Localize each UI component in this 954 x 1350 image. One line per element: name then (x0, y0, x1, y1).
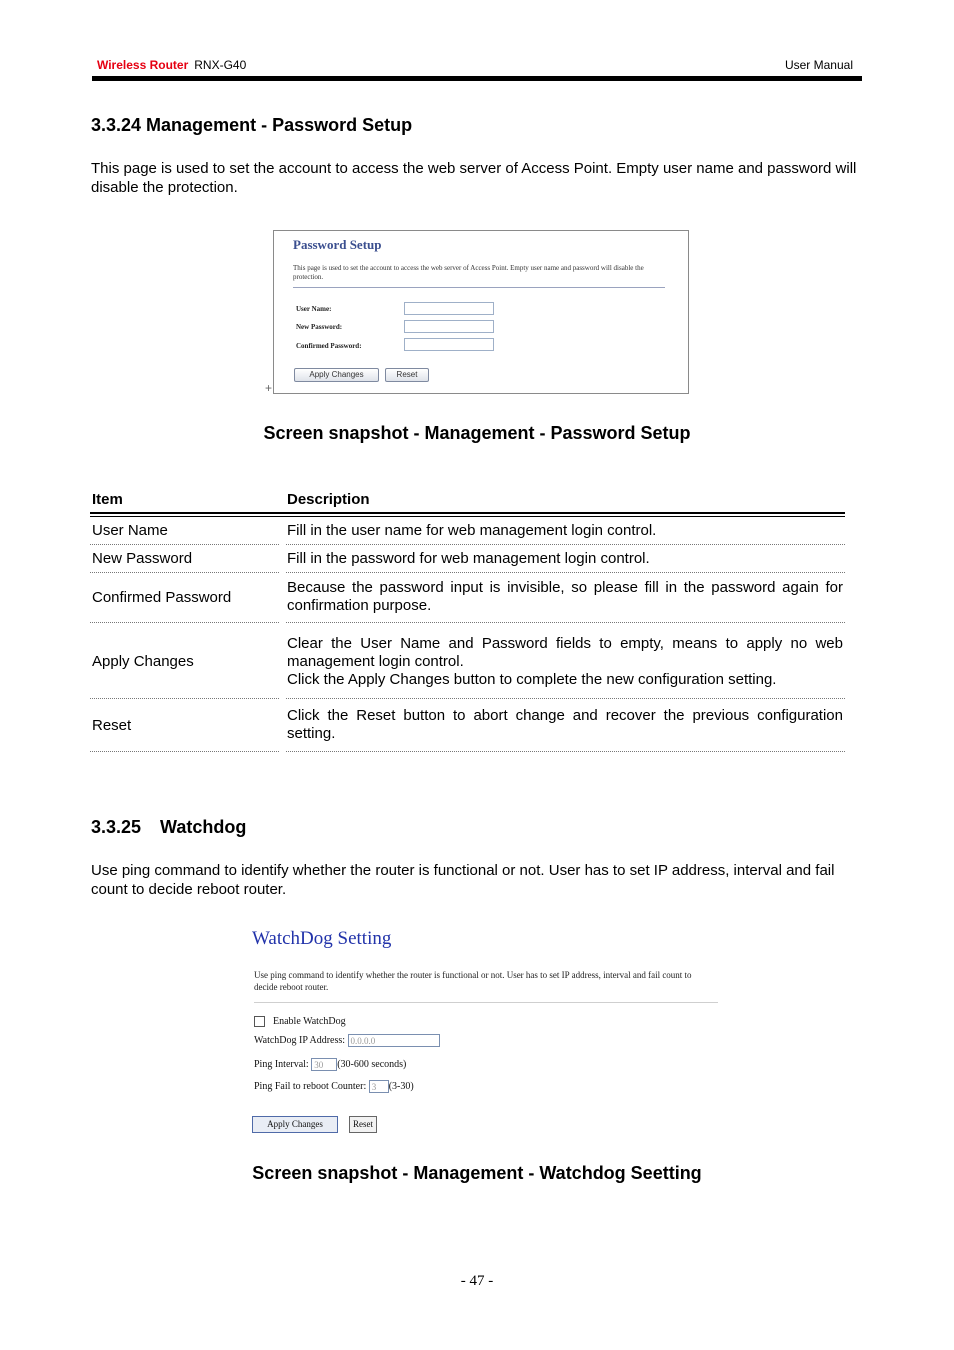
table-cell-desc: Fill in the password for web management login control. (287, 550, 650, 567)
table-cell-desc-line: Clear the User Name and Password fields to empty, means to apply no web management login control. (287, 635, 843, 670)
ping-interval-input[interactable]: 30 (311, 1058, 337, 1071)
ping-interval-row (254, 1058, 406, 1071)
watchdog-desc: Use ping command to identify whether the router is functional or not. User has to set IP address, interval and fail count to decide reboot router. (254, 970, 692, 992)
ping-fail-hint: (3-30) (388, 1080, 414, 1092)
table-cell-item: User Name (92, 522, 168, 539)
page-number: - 47 - (460, 1273, 494, 1289)
table-row (90, 517, 845, 545)
watchdog-ip-row (254, 1034, 440, 1047)
table-header-description: Description (287, 491, 370, 508)
table-cell-item: Confirmed Password (92, 589, 232, 606)
password-setup-screenshot (273, 230, 689, 394)
user-name-input[interactable] (404, 302, 494, 315)
table-header-item: Item (92, 491, 123, 508)
table-header-rule (90, 512, 845, 514)
new-password-label: New Password: (296, 323, 343, 331)
confirmed-password-label: Confirmed Password: (296, 342, 362, 350)
new-password-input[interactable] (404, 320, 494, 333)
section-intro-watchdog: Use ping command to identify whether the router is functional or not. User has to set IP address, interval and fail count to decide reboot router. (91, 862, 835, 898)
section-heading-watchdog (91, 817, 246, 838)
password-setup-desc: This page is used to set the account to access the web server of Access Point. Empty user name and password will disable the protection. (293, 264, 644, 281)
table-cell-desc: Fill in the user name for web management login control. (287, 522, 657, 539)
header-brand: Wireless Router (97, 58, 189, 72)
confirmed-password-input[interactable] (404, 338, 494, 351)
caption-password-setup: Screen snapshot - Management - Password Setup (263, 423, 691, 443)
apply-changes-button[interactable]: Apply Changes (294, 368, 379, 382)
table-cell-desc-line: Click the Apply Changes button to complete the new configuration setting. (287, 671, 777, 688)
ping-fail-row (254, 1080, 414, 1093)
enable-watchdog-row (254, 1016, 346, 1027)
section-title: Watchdog (160, 817, 247, 837)
enable-watchdog-checkbox[interactable] (254, 1016, 265, 1027)
section-heading-password-setup: 3.3.24 Management - Password Setup (91, 115, 413, 135)
user-name-label: User Name: (296, 305, 332, 313)
watchdog-divider (254, 1002, 718, 1003)
table-cell-desc: Click the Reset button to abort change and recover the previous configuration setting. (287, 707, 843, 742)
section-intro-password-setup: This page is used to set the account to access the web server of Access Point. Empty user name and password will disable the protection. (91, 160, 857, 196)
ping-fail-input[interactable]: 3 (369, 1080, 389, 1093)
page-header (97, 58, 853, 74)
reset-button[interactable]: Reset (385, 368, 429, 382)
watchdog-apply-button[interactable]: Apply Changes (252, 1116, 338, 1133)
password-setup-divider (293, 287, 665, 288)
table-cell-item: Reset (92, 717, 132, 734)
header-manual: User Manual (784, 58, 853, 72)
header-rule (92, 76, 862, 81)
table-column-gap (280, 520, 286, 752)
ping-interval-label: Ping Interval: (254, 1058, 309, 1070)
table-row-rule (90, 751, 845, 752)
watchdog-reset-button[interactable]: Reset (349, 1116, 377, 1133)
table-cell-item: New Password (92, 550, 193, 567)
enable-watchdog-label: Enable WatchDog (273, 1016, 346, 1027)
table-row (90, 623, 845, 699)
password-setup-title: Password Setup (293, 237, 382, 252)
watchdog-ip-label: WatchDog IP Address: (254, 1034, 346, 1046)
table-cell-desc: Because the password input is invisible, so please fill in the password again for confirmation purpose. (287, 579, 843, 614)
table-row (90, 699, 845, 752)
watchdog-title: WatchDog Setting (252, 928, 392, 949)
watchdog-screenshot (252, 928, 722, 1138)
caption-watchdog: Screen snapshot - Management - Watchdog Seetting (252, 1163, 702, 1183)
table-row (90, 545, 845, 573)
ping-fail-label: Ping Fail to reboot Counter: (254, 1080, 367, 1092)
table-cell-desc (287, 635, 843, 689)
header-model: RNX-G40 (194, 58, 247, 72)
table-cell-item: Apply Changes (92, 653, 194, 670)
watchdog-ip-input[interactable]: 0.0.0.0 (348, 1034, 440, 1047)
ping-interval-hint: (30-600 seconds) (337, 1058, 407, 1070)
table-row (90, 573, 845, 623)
move-handle-icon: + (265, 381, 273, 395)
section-number: 3.3.25 (91, 817, 142, 837)
